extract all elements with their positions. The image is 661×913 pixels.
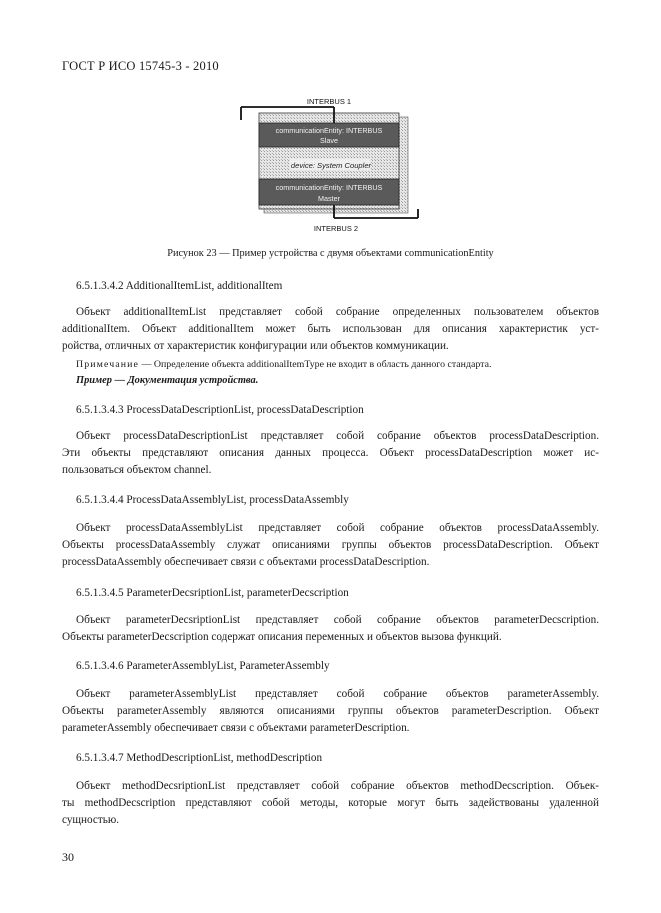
- section-heading-parameter-assembly: 6.5.1.3.4.6 ParameterAssemblyList, ParameterAssembly: [76, 660, 330, 672]
- note-text: — Определение объекта additionalItemType не входит в область данного стандарта.: [139, 359, 492, 370]
- paragraph-line: Объекты processDataAssembly служат описаниями группы объектов processDataDescription. Объект: [62, 539, 599, 551]
- interbus-2-label: INTERBUS 2: [313, 224, 359, 233]
- paragraph-parameter-assembly: [62, 686, 599, 737]
- note-label: Примечание: [76, 359, 140, 370]
- paragraph-method-description: [62, 778, 599, 829]
- note: [76, 359, 491, 370]
- paragraph-line: ройства, отличных от характеристик конфигурации или объектов коммуникации.: [62, 340, 449, 352]
- figure-caption: Рисунок 23 — Пример устройства с двумя объектами communicationEntity: [167, 248, 494, 259]
- slave-entity-line1: communicationEntity: INTERBUS: [275, 126, 383, 135]
- interbus-1-label: INTERBUS 1: [306, 97, 352, 106]
- paragraph-process-data-assembly: [62, 520, 599, 571]
- paragraph-line: Объект processDataAssemblyList представляет собой собрание объектов processDataAssembly.: [76, 522, 599, 534]
- paragraph-line: Объекты parameterDecscription содержат описания переменных и объектов вызова функций.: [62, 631, 502, 643]
- paragraph-line: Объекты parameterAssembly являются описаниями группы объектов parameterDescription. Объект: [62, 705, 599, 717]
- document-header: ГОСТ Р ИСО 15745-3 - 2010: [62, 59, 219, 73]
- paragraph-line: additionalItem. Объект additionalItem может быть использован для описания характеристик уст-: [62, 323, 599, 335]
- section-heading-additional-item: 6.5.1.3.4.2 AdditionalItemList, additionalItem: [76, 280, 283, 292]
- paragraph-line: parameterAssembly обеспечивает связи с объектами parameterDescription.: [62, 722, 410, 734]
- paragraph-additional-item: [62, 304, 599, 355]
- paragraph-line: Объект methodDecsriptionList представляет собой собрание объектов methodDecscription. Объек-: [76, 780, 599, 792]
- paragraph-line: Объект parameterDecsriptionList представляет собой собрание объектов parameterDecscription.: [76, 614, 599, 626]
- section-heading-process-data-description: 6.5.1.3.4.3 ProcessDataDescriptionList, processDataDescription: [76, 404, 364, 416]
- section-heading-parameter-description: 6.5.1.3.4.5 ParameterDecsriptionList, parameterDecscription: [76, 587, 349, 599]
- page-number: 30: [62, 850, 74, 864]
- paragraph-line: Эти объекты представляют описания данных процесса. Объект processDataDescription может ис-: [62, 447, 599, 459]
- paragraph-parameter-description: [62, 612, 599, 646]
- example: Пример — Документация устройства.: [76, 375, 259, 386]
- section-heading-method-description: 6.5.1.3.4.7 MethodDescriptionList, methodDescription: [76, 752, 323, 764]
- paragraph-line: пользоваться объектом channel.: [62, 464, 212, 476]
- master-entity-line1: communicationEntity: INTERBUS: [275, 183, 383, 192]
- section-heading-process-data-assembly: 6.5.1.3.4.4 ProcessDataAssemblyList, processDataAssembly: [76, 494, 349, 506]
- paragraph-line: сущностью.: [62, 814, 119, 826]
- paragraph-line: ты methodDecscription представляют собой методы, которые могут быть задействованы удаленной: [62, 797, 599, 809]
- slave-entity-line2: Slave: [320, 136, 338, 145]
- paragraph-line: Объект parameterAssemblyList представляет собой собрание объектов parameterAssembly.: [76, 688, 599, 700]
- coupler-label: device: System Coupler: [290, 161, 372, 170]
- figure-23-diagram: [0, 94, 661, 234]
- paragraph-line: processDataAssembly обеспечивает связи с объектами processDataDescription.: [62, 556, 430, 568]
- paragraph-line: Объект processDataDescriptionList представляет собой собрание объектов processDataDescription.: [76, 430, 599, 442]
- master-entity-line2: Master: [318, 194, 340, 203]
- paragraph-process-data-description: [62, 428, 599, 479]
- paragraph-line: Объект additionalItemList представляет собой собрание определенных пользователем объектов: [76, 306, 599, 318]
